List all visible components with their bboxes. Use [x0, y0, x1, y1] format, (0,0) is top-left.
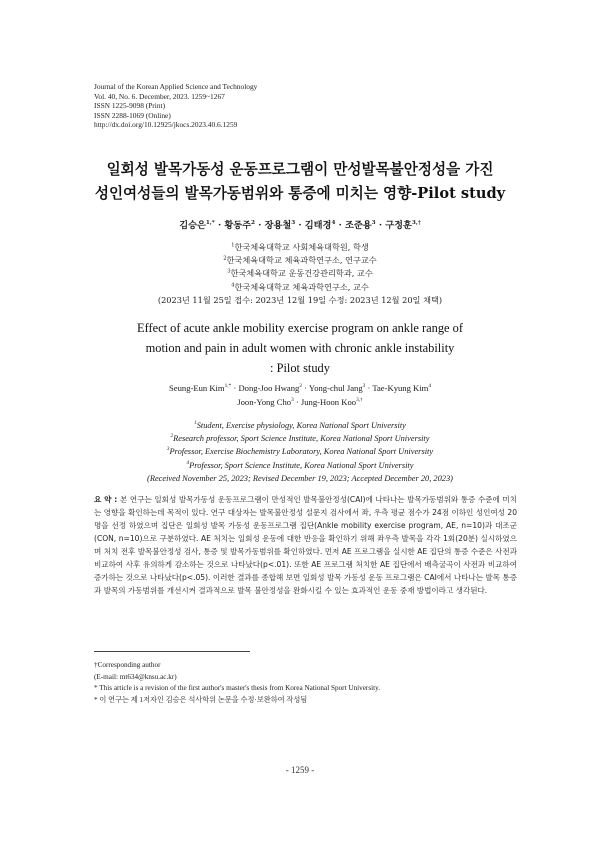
journal-issue: Vol. 40, No. 6. December, 2023. 1259~1267 — [94, 91, 225, 101]
author-en: Jung-Hoon Koo — [300, 397, 357, 407]
korean-authors: 김승은$^{1,*}$ · 황동주$^2$ · 장용철$^3$ · 김태경$^4$ · 조준용$^3$ · 구정훈$^{3,\dagger}$ — [179, 219, 421, 231]
korean-title-line-2: 성인여성들의 발목가동범위와 통증에 미치는 영향-Pilot study — [94, 185, 506, 202]
doi-link[interactable]: http://dx.doi.org/10.12925/jkocs.2023.40.6.1259 — [94, 120, 238, 130]
page-number: - 1259 - — [285, 765, 315, 775]
footnote-divider — [94, 651, 250, 652]
footnotes — [94, 660, 380, 706]
affiliation-ko: $^1$한국체육대학교 사회체육대학원, 학생 — [231, 242, 369, 252]
issn-print: ISSN 1225-9098 (Print) — [94, 101, 166, 111]
abstract-text: 본 연구는 일회성 발목가동성 운동프로그램이 만성적인 발목불안정성(CAI)에 나타나는 발목가동범위와 통증 수준에 미치는 영향을 확인하는데 목적이 있다. 연구 대상자는 발목불안정성 설문지 검사에서 좌, 우측 평균 점수가 24점 이하인 성인여성 20명을 선정 하였으며 집단은 일회성 발목 가동성 운동프로그램 집단(Ankle mobility exercise program, AE, n=10)과 대조군(CON, n=10)으로 구분하였다. AE 처치는 일회성 운동에 대한 반응을 확인하기 위해 좌우측 발목을 각각 1회(20분) 실시하였으며 처치 전후 발목불안정성 검사, 통증 및 발목가동범위를 확인하였다. 먼저 AE 프로그램을 실시한 AE 집단의 통증 수준은 사전과 비교하여 사후 유의하게 감소하는 것으로 나타났다(p<.01). 또한 AE 프로그램 처치한 AE 집단에서 배측굴곡이 사전과 비교하여 증가하는 것으로 나타났다(p<.05). 이러한 결과를 종합해 보면 일회성 발목 가동성 운동 프로그램은 CAI에서 나타나는 발목 통증과 발목의 가동범위를 개선시켜 결과적으로 발목 불안정성을 완화시킬 수 있는 효과적인 운동 중재 방법이라고 생각된다. — [94, 495, 517, 595]
author-email[interactable]: (E-mail: mt634@knsu.ac.kr) — [94, 672, 177, 681]
author-ko: 조준용 — [345, 220, 372, 231]
affiliation-en: $^3$Professor, Exercise Biochemistry Laboratory, Korea National Sport University — [166, 446, 434, 457]
affiliation-ko: $^2$한국체육대학교 체육과학연구소, 연구교수 — [223, 255, 377, 266]
author-ko: 장용철 — [264, 220, 292, 231]
korean-affiliations — [0, 241, 600, 307]
author-en: Yong-chul Jang — [308, 383, 363, 393]
english-title-line-2: motion and pain in adult women with chronic ankle instability — [145, 341, 455, 355]
abstract-label: 요 약 : — [94, 495, 121, 504]
thesis-note-en: * This article is a revision of the first author's master's thesis from Korea National Sport University. — [94, 684, 381, 692]
journal-header — [94, 82, 257, 130]
thesis-note-ko: * 이 연구는 제 1저자인 김승은 석사학위 논문을 수정·보완하여 작성됨 — [94, 695, 308, 704]
author-ko-sup: 3 — [371, 219, 376, 226]
author-en: Joon-Yong Cho — [237, 397, 292, 407]
english-authors: Seung-Eun Kim$^{1,*}$ · Dong-Joo Hwang$^2$ · Yong-chul Jang$^3$ · Tae-Kyung Kim$^4$ Joon-Yong Cho$^3$ · Jung-Hoon Koo$^{3,\dagger}$ — [169, 383, 431, 407]
korean-title — [0, 158, 600, 206]
abstract — [94, 493, 517, 597]
affiliation-en: $^2$Research professor, Sport Science Institute, Korea National Sport University — [170, 433, 430, 444]
english-title — [0, 318, 600, 378]
author-ko: 황동주 — [224, 220, 251, 231]
author-en: Seung-Eun Kim — [169, 383, 225, 393]
corresponding-author: †Corresponding author — [94, 661, 161, 669]
affiliation-en: $^1$Student, Exercise physiology, Korea National Sport University — [194, 420, 406, 430]
affiliation-ko: $^4$한국체육대학교 체육과학연구소, 교수 — [231, 281, 369, 292]
author-ko: 구정훈 — [385, 220, 412, 231]
author-ko-sup: 3,† — [411, 219, 421, 226]
author-en: Tae-Kyung Kim — [372, 383, 429, 393]
author-ko-sup: 4 — [331, 219, 336, 226]
english-title-line-3: : Pilot study — [270, 361, 330, 375]
affiliation-en: $^4$Professor, Sport Science Institute, Korea National Sport University — [186, 459, 414, 470]
author-ko: 김태경 — [304, 220, 332, 231]
author-en: Dong-Joo Hwang — [238, 383, 300, 393]
author-ko-sup: 1,* — [205, 219, 215, 226]
english-title-line-1: Effect of acute ankle mobility exercise program on ankle range of — [137, 321, 463, 335]
dates-en: (Received November 25, 2023; Revised December 19, 2023; Accepted December 20, 2023) — [147, 473, 453, 483]
journal-name: Journal of the Korean Applied Science and Technology — [94, 82, 258, 91]
korean-title-line-1: 일회성 발목가동성 운동프로그램이 만성발목불안정성을 가진 — [106, 161, 494, 178]
author-ko-sup: 2 — [251, 219, 255, 226]
author-ko: 김승은 — [179, 220, 206, 231]
dates-ko: (2023년 11월 25일 접수: 2023년 12월 19일 수정: 2023년 12월 20일 채택) — [157, 294, 443, 305]
english-affiliations — [0, 419, 600, 485]
author-ko-sup: 3 — [291, 219, 296, 226]
issn-online: ISSN 2288-1069 (Online) — [94, 110, 171, 120]
affiliation-ko: $^3$한국체육대학교 운동건강관리학과, 교수 — [227, 268, 373, 279]
